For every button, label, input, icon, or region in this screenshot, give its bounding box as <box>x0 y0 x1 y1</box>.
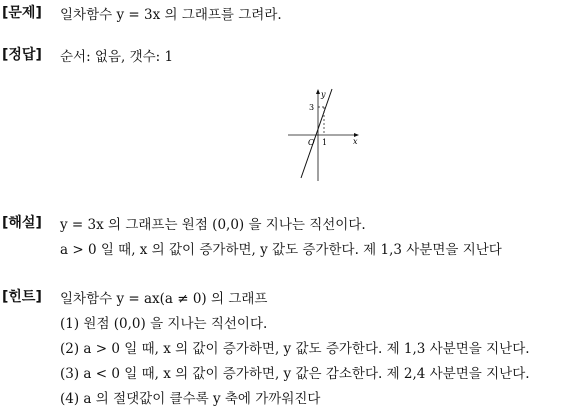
hint-label: [힌트] <box>2 289 42 305</box>
hint-line-3: (3) a < 0 일 때, x 의 값이 증가하면, y 값은 감소한다. 제 2,4 사분면을 지난다. <box>60 366 530 382</box>
y-axis-label: y <box>321 90 326 99</box>
graph-line <box>301 89 332 178</box>
y-axis-arrow <box>316 89 320 94</box>
graph-figure <box>280 85 370 185</box>
hint-line-2: (2) a > 0 일 때, x 의 값이 증가하면, y 값도 증가한다. 제 1,3 사분면을 지난다. <box>60 341 530 357</box>
answer-label: [정답] <box>2 47 42 63</box>
x-tick-label: 1 <box>322 138 328 147</box>
explanation-label: [해설] <box>2 215 42 231</box>
x-axis-label: x <box>353 137 358 146</box>
explanation-line-2: a > 0 일 때, x 의 값이 증가하면, y 값도 증가한다. 제 1,3 사분면을 지난다 <box>60 242 502 258</box>
y-tick-label: 3 <box>309 103 315 112</box>
problem-text: 일차함수 y = 3x 의 그래프를 그려라. <box>60 7 282 23</box>
answer-text: 순서: 없음, 갯수: 1 <box>60 49 174 65</box>
hint-line-0: 일차함수 y = ax(a ≠ 0) 의 그래프 <box>60 291 268 307</box>
origin-label: O <box>308 138 315 147</box>
explanation-line-1: y = 3x 의 그래프는 원점 (0,0) 을 지나는 직선이다. <box>60 217 366 233</box>
hint-line-4: (4) a 의 절댓값이 클수록 y 축에 가까워진다 <box>60 391 321 407</box>
hint-line-1: (1) 원점 (0,0) 을 지나는 직선이다. <box>60 316 268 332</box>
problem-label: [문제] <box>2 5 42 21</box>
